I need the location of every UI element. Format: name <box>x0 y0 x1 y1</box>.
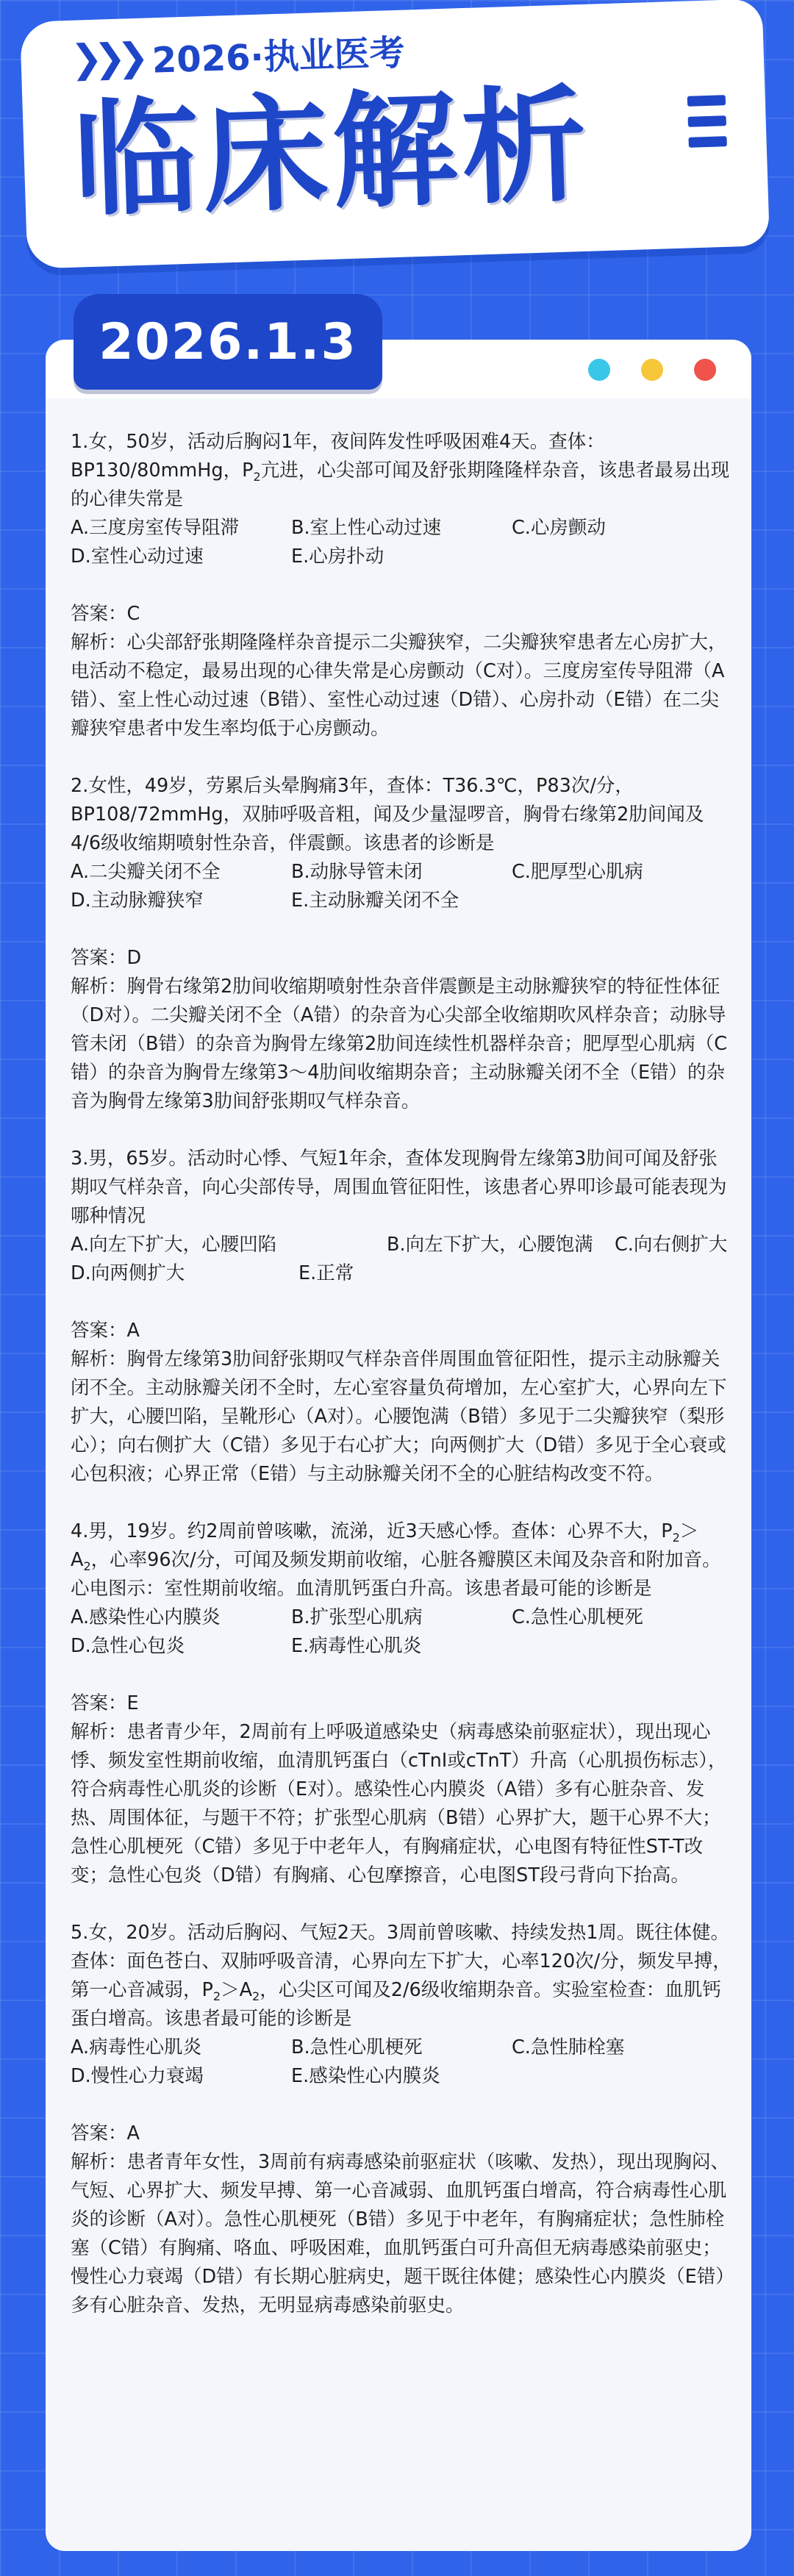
options <box>71 858 732 915</box>
option-item: B.扩张型心肌病 <box>291 1606 423 1628</box>
question-list <box>71 428 732 2320</box>
option-item: A.向左下扩大，心腰凹陷 <box>71 1234 277 1256</box>
question-stem: 3.男，65岁。活动时心悸、气短1年余，查体发现胸骨左缘第3肋间可闻及舒张期叹气样杂音，向心尖部传导，周围血管征阳性，该患者心界叩诊最可能表现为哪种情况 <box>71 1148 727 1227</box>
analysis-text: 解析：心尖部舒张期隆隆样杂音提示二尖瓣狭窄，二尖瓣狭窄患者左心房扩大，电活动不稳定，最易出现的心律失常是心房颤动（C对）。三度房室传导阻滞（A错）、室上性心动过速（B错）、室性心动过速（D错）、心房扑动（E错）在二尖瓣狭窄患者中发生率均低于心房颤动。 <box>71 632 727 740</box>
option-item: A.三度房室传导阻滞 <box>71 517 240 539</box>
option-item: A.病毒性心肌炎 <box>71 2036 202 2058</box>
option-item: E.心房扑动 <box>291 545 385 568</box>
analysis-text: 解析：患者青年女性，3周前有病毒感染前驱症状（咳嗽、发热），现出现胸闷、气短、心界扩大、频发早搏、第一心音减弱、血肌钙蛋白增高，符合病毒性心肌炎的诊断（A对）。急性心肌梗死（B错）多见于中老年，有胸痛症状；急性肺栓塞（C错）有胸痛、咯血、呼吸困难，血肌钙蛋白可升高但无病毒感染前驱史；慢性心力衰竭（D错）有长期心脏病史，题干既往体健；感染性心内膜炎（E错）多有心脏杂音、发热，无明显病毒感染前驱史。 <box>71 2151 729 2316</box>
brand-text: 2026·执业医考 <box>151 32 406 82</box>
option-item: D.主动脉瓣狭窄 <box>71 890 204 912</box>
option-item: D.急性心包炎 <box>71 1635 185 1657</box>
question-block <box>71 772 732 1116</box>
option-item: C.急性肺栓塞 <box>512 2036 625 2058</box>
option-item: D.室性心动过速 <box>71 545 204 568</box>
option-item: C.向右侧扩大 <box>615 1234 728 1256</box>
option-item: E.主动脉瓣关闭不全 <box>291 890 459 912</box>
question-stem: 2.女性，49岁，劳累后头晕胸痛3年，查体：T36.3℃，P83次/分，BP108/72mmHg，双肺呼吸音粗，闻及少量湿啰音，胸骨右缘第2肋间闻及4/6级收缩期喷射性杂音，伴震颤。该患者的诊断是 <box>71 775 704 854</box>
page-title: 临床解析 <box>71 72 593 235</box>
analysis-text: 解析：胸骨右缘第2肋间收缩期喷射性杂音伴震颤是主动脉瓣狭窄的特征性体征（D对）。二尖瓣关闭不全（A错）的杂音为心尖部全收缩期吹风样杂音；动脉导管未闭（B错）的杂音为胸骨左缘第2肋间连续性机器样杂音；肥厚型心肌病（C错）的杂音为胸骨左缘第3～4肋间收缩期杂音；主动脉瓣关闭不全（E错）的杂音为胸骨左缘第3肋间舒张期叹气样杂音。 <box>71 976 728 1112</box>
question-block <box>71 1919 732 2320</box>
question-block <box>71 1145 732 1489</box>
answer-line: 答案：A <box>71 1320 140 1342</box>
answer-line: 答案：D <box>71 947 142 969</box>
options <box>71 1231 732 1288</box>
question-block <box>71 1517 732 1890</box>
option-item: C.肥厚型心肌病 <box>512 861 643 883</box>
option-item: E.病毒性心肌炎 <box>291 1635 422 1657</box>
option-item: E.正常 <box>298 1262 354 1284</box>
date-label: 2026.1.3 <box>99 312 357 371</box>
yellow-dot-icon <box>641 359 663 381</box>
option-item: B.室上性心动过速 <box>291 517 442 539</box>
analysis-text: 解析：胸骨左缘第3肋间舒张期叹气样杂音伴周围血管征阳性，提示主动脉瓣关闭不全。主动脉瓣关闭不全时，左心室容量负荷增加，左心室扩大，心界向左下扩大，心腰凹陷，呈靴形心（A对）。心腰饱满（B错）多见于二尖瓣狭窄（梨形心）；向右侧扩大（C错）多见于右心扩大；向两侧扩大（D错）多见于全心衰或心包积液；心界正常（E错）与主动脉瓣关闭不全的心脏结构改变不符。 <box>71 1348 727 1485</box>
cyan-dot-icon <box>588 359 610 381</box>
option-item: E.感染性心内膜炎 <box>291 2065 440 2087</box>
option-item: B.向左下扩大，心腰饱满 <box>387 1234 593 1256</box>
answer-line: 答案：E <box>71 1692 139 1714</box>
option-item: A.二尖瓣关闭不全 <box>71 861 221 883</box>
analysis-text: 解析：患者青少年，2周前有上呼吸道感染史（病毒感染前驱症状），现出现心悸、频发室性期前收缩，血清肌钙蛋白（cTnI或cTnT）升高（心肌损伤标志），符合病毒性心肌炎的诊断（E对）。感染性心内膜炎（A错）多有心脏杂音、发热、周围体征，与题干不符；扩张型心肌病（B错）心界扩大，题干心界不大；急性心肌梗死（C错）多见于中老年人，有胸痛症状，心电图有特征性ST-T改变；急性心包炎（D错）有胸痛、心包摩擦音，心电图ST段弓背向下抬高。 <box>71 1721 727 1886</box>
option-item: C.急性心肌梗死 <box>512 1606 643 1628</box>
red-dot-icon <box>694 359 716 381</box>
option-item: D.慢性心力衰竭 <box>71 2065 204 2087</box>
date-tab <box>74 294 382 390</box>
menu-lines-icon <box>687 95 728 158</box>
options <box>71 1603 732 1661</box>
question-stem: 4.男，19岁。约2周前曾咳嗽，流涕，近3天感心悸。查体：心界不大，$P_2>A_2$，心率96次/分，可闻及频发期前收缩，心脏各瓣膜区未闻及杂音和附加音。心电图示：室性期前收缩。血清肌钙蛋白升高。该患者最可能的诊断是 <box>71 1520 721 1600</box>
options <box>71 2033 732 2091</box>
option-item: B.急性心肌梗死 <box>291 2036 423 2058</box>
chevrons-icon: ❯❯❯ <box>70 35 141 82</box>
answer-line: 答案：A <box>71 2122 140 2144</box>
question-stem: 5.女，20岁。活动后胸闷、气短2天。3周前曾咳嗽、持续发热1周。既往体健。查体：面色苍白、双肺呼吸音清，心界向左下扩大，心率120次/分，频发早搏，第一心音减弱，$P_2>A_2$，心尖区可闻及2/6级收缩期杂音。实验室检查：血肌钙蛋白增高。该患者最可能的诊断是 <box>71 1922 732 2030</box>
answer-line: 答案：C <box>71 603 140 625</box>
question-stem: 1.女，50岁，活动后胸闷1年，夜间阵发性呼吸困难4天。查体：BP130/80mmHg，$P_2$亢进，心尖部可闻及舒张期隆隆样杂音，该患者最易出现的心律失常是 <box>71 431 730 510</box>
window-dots <box>588 359 716 381</box>
option-item: A.感染性心内膜炎 <box>71 1606 221 1628</box>
options <box>71 514 732 571</box>
option-item: B.动脉导管未闭 <box>291 861 423 883</box>
option-item: C.心房颤动 <box>512 517 606 539</box>
question-block <box>71 428 732 743</box>
option-item: D.向两侧扩大 <box>71 1262 185 1284</box>
